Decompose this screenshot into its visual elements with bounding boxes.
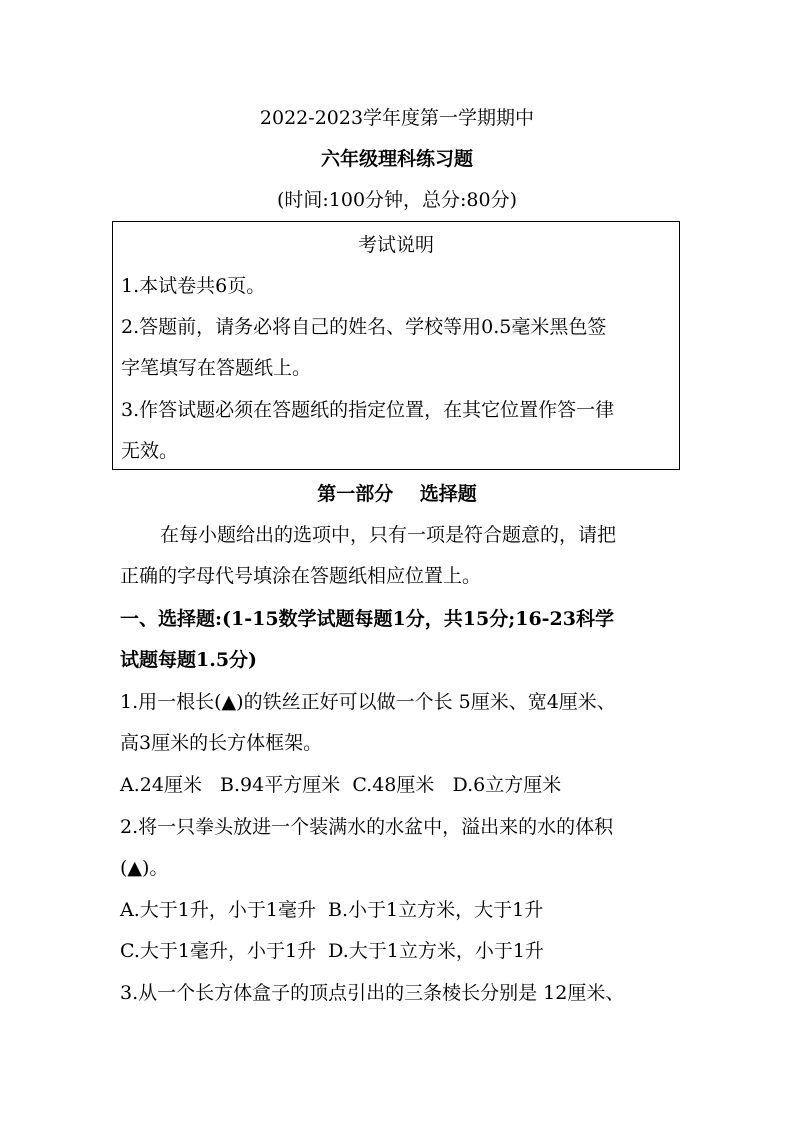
exam-time-info: (时间:100分钟，总分:80分): [276, 189, 518, 211]
instruction-line: 字笔填写在答题纸上。: [121, 357, 312, 379]
part1-title: 第一部分 选择题: [317, 483, 477, 505]
section-heading: 试题每题1.5分): [120, 649, 258, 671]
exam-title: 六年级理科练习题: [320, 148, 473, 170]
instruction-line: 3.作答试题必须在答题纸的指定位置，在其它位置作答一律: [121, 399, 615, 421]
question-3-line: 3.从一个长方体盒子的顶点引出的三条棱长分别是 12厘米、: [120, 982, 625, 1004]
question-2-line: 2.将一只拳头放进一个装满水的水盆中，溢出来的水的体积: [120, 816, 614, 838]
question-1-line: 高3厘米的长方体框架。: [120, 732, 323, 754]
question-1-options: A.24厘米 B.94平方厘米 C.48厘米 D.6立方厘米: [120, 774, 562, 796]
instructions-title: 考试说明: [357, 234, 434, 256]
exam-term: 2022-2023学年度第一学期期中: [259, 107, 535, 129]
question-1-line: 1.用一根长(▲)的铁丝正好可以做一个长 5厘米、宽4厘米、: [120, 691, 616, 713]
instruction-line: 无效。: [121, 440, 179, 462]
part1-intro-line: 正确的字母代号填涂在答题纸相应位置上。: [120, 565, 482, 587]
part1-intro-line: 在每小题给出的选项中，只有一项是符合题意的，请把: [160, 524, 617, 546]
question-2-option-line: C.大于1毫升，小于1升 D.大于1立方米，小于1升: [120, 940, 544, 962]
question-2-option-line: A.大于1升，小于1毫升 B.小于1立方米，大于1升: [120, 899, 544, 921]
question-2-line: (▲)。: [120, 857, 169, 879]
section-heading: 一、选择题:(1-15数学试题每题1分，共15分;16-23科学: [120, 608, 614, 630]
instructions-box: [112, 221, 680, 470]
instruction-line: 2.答题前，请务必将自己的姓名、学校等用0.5毫米黑色签: [121, 316, 607, 338]
instruction-line: 1.本试卷共6页。: [121, 275, 266, 297]
